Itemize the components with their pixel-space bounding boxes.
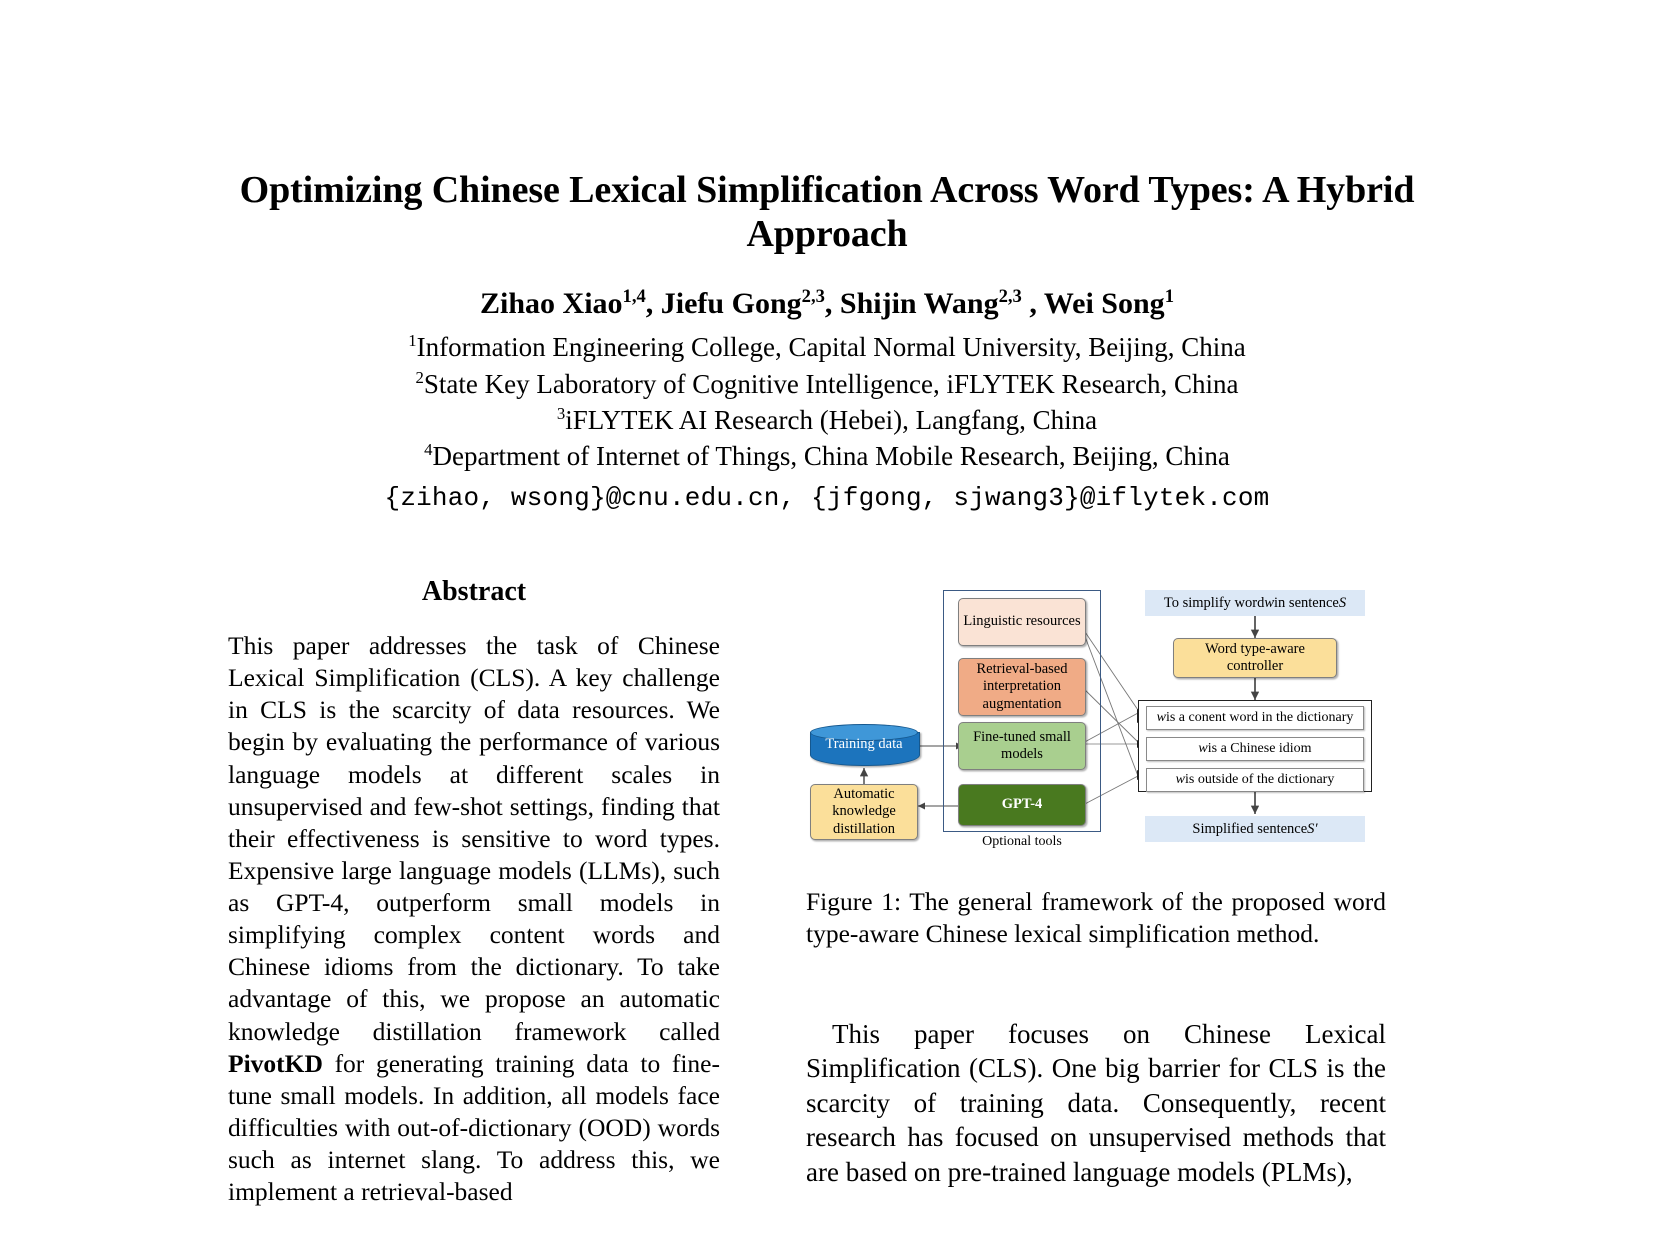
decision-var-w: w (1175, 772, 1186, 787)
title-block (188, 168, 1466, 513)
figure-1 (806, 576, 1386, 856)
right-column (806, 886, 1386, 1189)
affiliation-line (188, 329, 1466, 365)
decision-text: is a conent word in the dictionary (1165, 710, 1354, 725)
decision-text: is outside of the dictionary (1185, 772, 1335, 787)
author-sep: , (645, 287, 661, 321)
author-affil-mark: 1,4 (622, 286, 646, 308)
node-linguistic-resources[interactable]: Linguistic resources (958, 598, 1086, 646)
decision-outside-dictionary[interactable] (1146, 768, 1364, 792)
decision-var-w: w (1198, 741, 1208, 756)
optional-tools-label: Optional tools (982, 834, 1062, 849)
intro-paragraph: This paper focuses on Chinese Lexical Simplification (CLS). One big barrier for CLS is the scarcity of training data. Consequently, recent research has focused on unsupervised methods that are based on pre-trained language models (PLMs), (806, 1018, 1386, 1187)
left-column (228, 576, 720, 1208)
decision-text: is a Chinese idiom (1207, 741, 1312, 756)
band-input-text-2: in sentence (1274, 594, 1339, 611)
author-name: Shijin Wang (839, 287, 999, 321)
affiliation-line (188, 438, 1466, 474)
author-affil-mark: 2,3 (998, 286, 1022, 308)
decision-content-word[interactable] (1146, 706, 1364, 730)
affiliation-line (188, 366, 1466, 402)
band-input-text-1: To simplify word (1163, 594, 1265, 611)
figure-caption: Figure 1: The general framework of the proposed word type-aware Chinese lexical simplification method. (806, 887, 1386, 949)
affiliation-mark: 4 (424, 440, 433, 460)
decision-var-w: w (1156, 710, 1166, 725)
author-emails: {zihao, wsong}@cnu.edu.cn, {jfgong, sjwang3}@iflytek.com (384, 482, 1270, 513)
affiliation-text: State Key Laboratory of Cognitive Intelligence, iFLYTEK Research, China (423, 368, 1239, 399)
author-name: Wei Song (1043, 287, 1165, 321)
affiliation-mark: 3 (556, 404, 566, 424)
author-name: Zihao Xiao (480, 287, 623, 321)
affiliation-line (188, 402, 1466, 438)
node-gpt4[interactable]: GPT-4 (958, 784, 1086, 826)
author-list (188, 286, 1466, 322)
author-sep: , (824, 287, 840, 321)
abstract-text (228, 630, 720, 1208)
figure-canvas (806, 576, 1386, 856)
affiliation-text: Information Engineering College, Capital Normal University, Beijing, China (416, 332, 1246, 363)
author-name: Jiefu Gong (660, 287, 802, 321)
band-input-var-s: S (1338, 594, 1347, 611)
node-training-data-label: Training data (825, 736, 903, 752)
band-simplified-sentence (1145, 816, 1365, 842)
band-output-var-s: S′ (1307, 820, 1318, 837)
decision-chinese-idiom[interactable] (1146, 737, 1364, 761)
node-training-data[interactable] (810, 724, 918, 768)
node-fine-tuned-small-models[interactable]: Fine-tuned small models (958, 722, 1086, 770)
author-sep: , (1021, 287, 1044, 321)
abstract-text-part-1: This paper addresses the task of Chinese Lexical Simplification (CLS). A key challenge in CLS is the scarcity of data resources. We begin by evaluating the performance of various language models at different scales in unsupervised and few-shot settings, finding that their effectiveness is sensitive to word types. Expensive large language models (LLMs), such as GPT-4, outperform small models in simplifying complex content words and Chinese idioms from the dictionary. To take advantage of this, we propose an automatic knowledge distillation framework called (228, 631, 720, 1046)
node-retrieval-interpretation-augmentation[interactable]: Retrieval-based interpretation augmentation (958, 658, 1086, 716)
affiliation-text: iFLYTEK AI Research (Hebei), Langfang, China (565, 405, 1098, 436)
node-word-type-aware-controller[interactable]: Word type-aware controller (1173, 638, 1337, 678)
abstract-bold-term: PivotKD (228, 1048, 323, 1078)
author-affil-mark: 1 (1164, 286, 1174, 308)
abstract-text-part-2: for generating training data to fine-tune small models. In addition, all models face difficulties with out-of-dictionary (OOD) words such as internet slang. To address this, we implement a retrieval-based (228, 1048, 720, 1207)
node-automatic-knowledge-distillation[interactable]: Automatic knowledge distillation (810, 784, 918, 840)
affiliation-mark: 1 (408, 331, 417, 351)
affiliation-text: Department of Internet of Things, China Mobile Research, Beijing, China (432, 441, 1230, 472)
author-affil-mark: 2,3 (801, 286, 825, 308)
affiliation-mark: 2 (415, 367, 424, 387)
affiliation-list (188, 329, 1466, 475)
page-title: Optimizing Chinese Lexical Simplification Across Word Types: A Hybrid Approach (239, 169, 1415, 256)
band-input-sentence (1145, 590, 1365, 616)
abstract-heading: Abstract (421, 576, 527, 607)
band-output-text: Simplified sentence (1192, 820, 1308, 837)
band-input-var-w: w (1264, 594, 1275, 611)
